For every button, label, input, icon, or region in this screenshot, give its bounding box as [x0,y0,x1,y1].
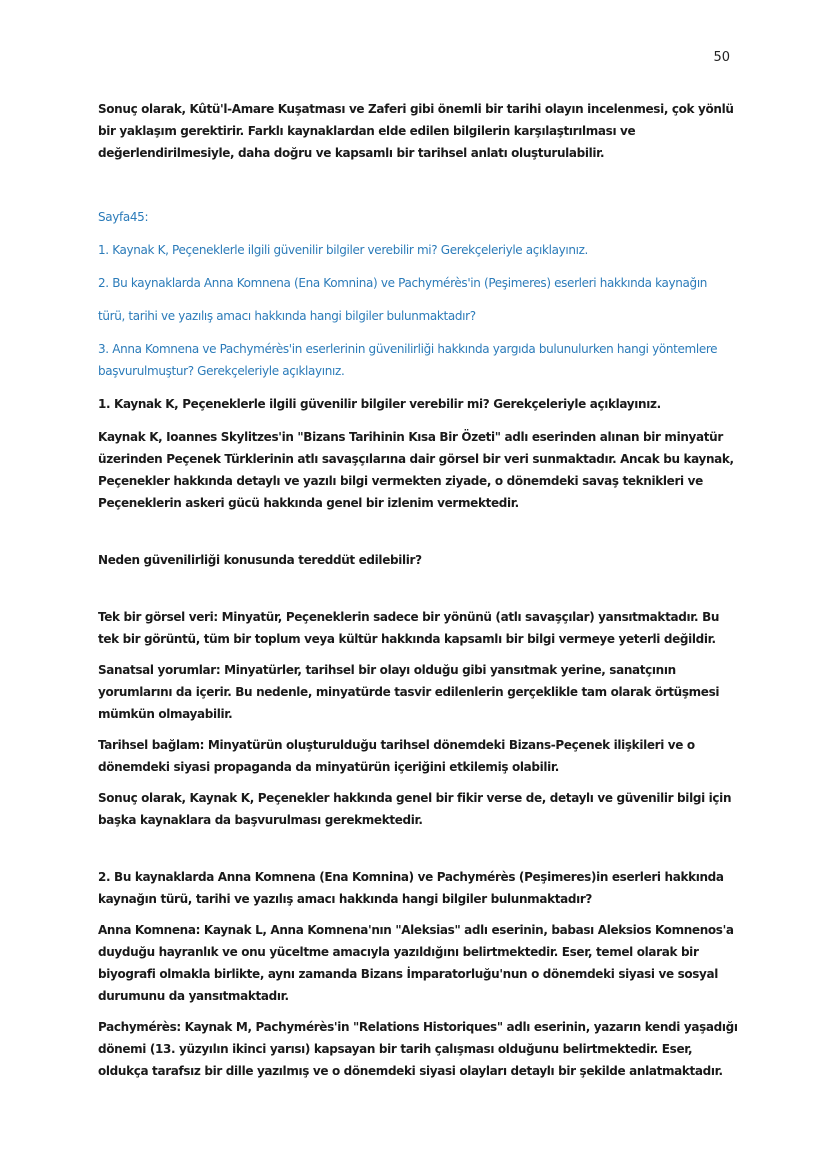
answer-1-point-2: Sanatsal yorumlar: Minyatürler, tarihsel bir olayı olduğu gibi yansıtmak yerine, sanatçının yorumlarını da içerir. Bu nedenle, minyatürde tasvir edilenlerin gerçeklikle tam olarak örtüşmesi mümkün olmayabilir. [98,663,720,721]
answer-1-doubt: Neden güvenilirliği konusunda tereddüt edilebilir? [98,553,422,567]
answer-1-point-1: Tek bir görsel veri: Minyatür, Peçeneklerin sadece bir yönünü (atlı savaşçılar) yansıtmaktadır. Bu tek bir görüntü, tüm bir toplum veya kültür hakkında kapsamlı bir bilgi vermeye yeterli değildir. [98,610,720,646]
page-number: 50 [713,50,730,65]
answer-1-question: 1. Kaynak K, Peçeneklerle ilgili güvenilir bilgiler verebilir mi? Gerekçeleriyle açıklayınız. [98,397,661,411]
document-body [98,98,738,1082]
question-2-line-2: türü, tarihi ve yazılış amacı hakkında hangi bilgiler bulunmaktadır? [98,309,476,323]
answer-2-anna: Anna Komnena: Kaynak L, Anna Komnena'nın "Aleksias" adlı eserinin, babası Aleksios Komnenos'a duyduğu hayranlık ve onu yüceltme amacıyla yazıldığını belirtmektedir. Eser, temel olarak bir biyografi olmakla birlikte, aynı zamanda Bizans İmparatorluğu'nun o dönemdeki siyasi ve sosyal durumunu da yansıtmaktadır. [98,923,734,1003]
answer-1-point-3: Tarihsel bağlam: Minyatürün oluşturulduğu tarihsel dönemdeki Bizans-Peçenek ilişkileri ve o dönemdeki siyasi propaganda da minyatürün içeriğini etkilemiş olabilir. [98,738,695,774]
intro-paragraph: Sonuç olarak, Kûtü'l-Amare Kuşatması ve Zaferi gibi önemli bir tarihi olayın incelenmesi, çok yönlü bir yaklaşım gerektirir. Farklı kaynaklardan elde edilen bilgilerin karşılaştırılması ve değerlendirilmesiyle, daha doğru ve kapsamlı bir tarihsel anlatı oluşturulabilir. [98,102,734,160]
questions-heading: Sayfa45: [98,210,149,224]
question-1: 1. Kaynak K, Peçeneklerle ilgili güvenilir bilgiler verebilir mi? Gerekçeleriyle açıklayınız. [98,243,589,257]
answer-1-body: Kaynak K, Ioannes Skylitzes'in "Bizans Tarihinin Kısa Bir Özeti" adlı eserinden alınan bir minyatür üzerinden Peçenek Türklerinin atlı savaşçılarına dair görsel bir veri sunmaktadır. Ancak bu kaynak, Peçenekler hakkında detaylı ve yazılı bilgi vermekten ziyade, o dönemdeki savaş teknikleri ve Peçeneklerin askeri gücü hakkında genel bir izlenim vermektedir. [98,430,734,510]
answer-1-conclusion: Sonuç olarak, Kaynak K, Peçenekler hakkında genel bir fikir verse de, detaylı ve güvenilir bilgi için başka kaynaklara da başvurulması gerekmektedir. [98,791,732,827]
answer-2-pachymeres: Pachymérès: Kaynak M, Pachymérès'in "Relations Historiques" adlı eserinin, yazarın kendi yaşadığı dönemi (13. yüzyılın ikinci yarısı) kapsayan bir tarih çalışması olduğunu belirtmektedir. Eser, oldukça tarafsız bir dille yazılmış ve o dönemdeki siyasi olayları detaylı bir şekilde anlatmaktadır. [98,1020,738,1078]
answer-2-question: 2. Bu kaynaklarda Anna Komnena (Ena Komnina) ve Pachymérès (Peşimeres)in eserleri hakkında kaynağın türü, tarihi ve yazılış amacı hakkında hangi bilgiler bulunmaktadır? [98,870,724,906]
question-2-line-1: 2. Bu kaynaklarda Anna Komnena (Ena Komnina) ve Pachymérès'in (Peşimeres) eserleri hakkında kaynağın [98,276,708,290]
question-3: 3. Anna Komnena ve Pachymérès'in eserlerinin güvenilirliği hakkında yargıda bulunulurken hangi yöntemlere başvurulmuştur? Gerekçeleriyle açıklayınız. [98,342,718,378]
